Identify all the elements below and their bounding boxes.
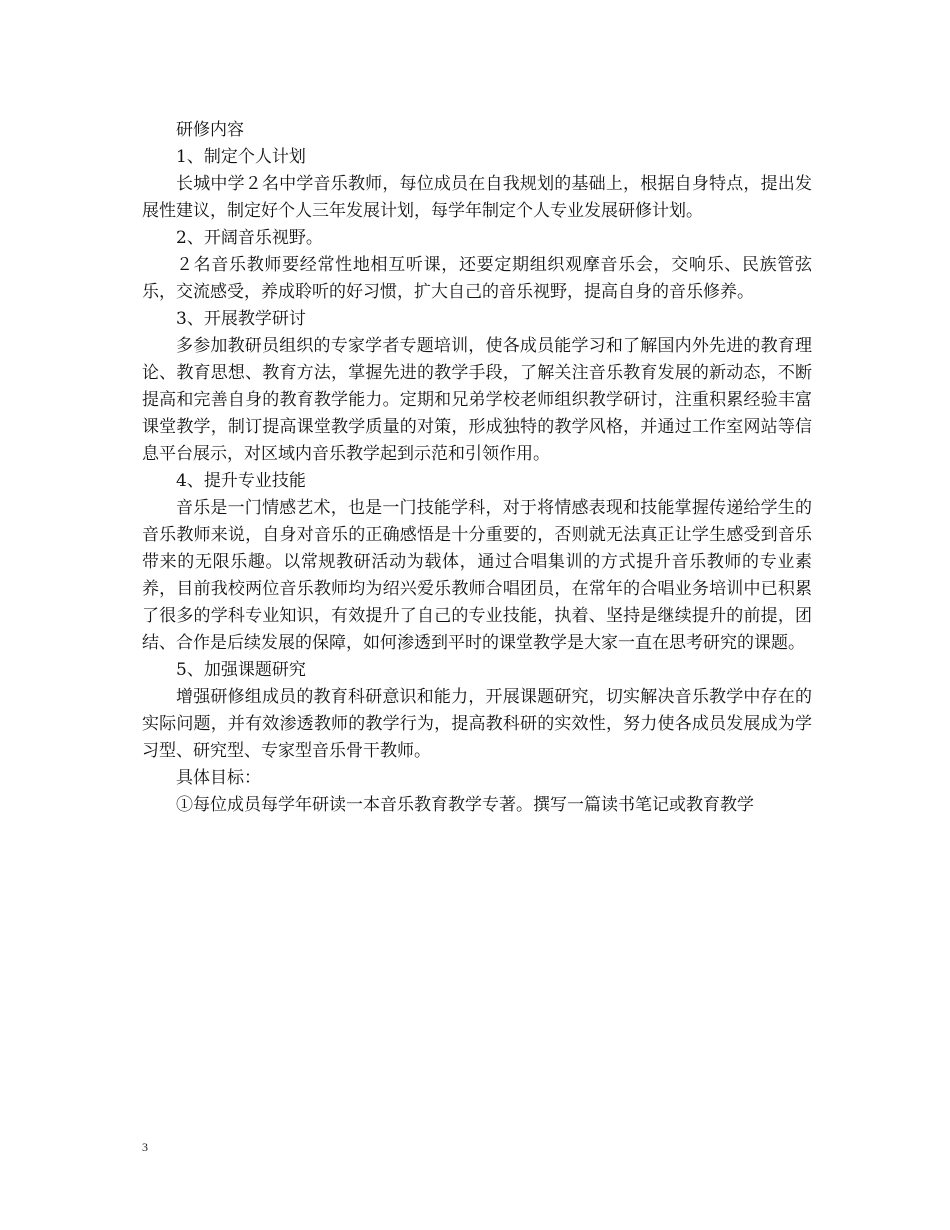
document-body [142, 117, 812, 819]
heading-2: 2、开阔音乐视野。 [176, 228, 323, 248]
heading-1: 1、制定个人计划 [176, 147, 306, 167]
heading-3: 3、开展教学研讨 [176, 309, 306, 329]
page-number: 3 [142, 1140, 148, 1154]
heading-5: 5、加强课题研究 [176, 660, 306, 680]
section-title: 研修内容 [176, 120, 244, 140]
specific-goals-label: 具体目标： [176, 768, 261, 788]
paragraph-4: 音乐是一门情感艺术，也是一门技能学科，对于将情感表现和技能掌握传递给学生的音乐教师来说，自身对音乐的正确感悟是十分重要的，否则就无法真正让学生感受到音乐带来的无限乐趣。以常规教研活动为载体，通过合唱集训的方式提升音乐教师的专业素养，目前我校两位音乐教师均为绍兴爱乐教师合唱团员，在常年的合唱业务培训中已积累了很多的学科专业知识，有效提升了自己的专业技能，执着、坚持是继续提升的前提，团结、合作是后续发展的保障，如何渗透到平时的课堂教学是大家一直在思考研究的课题。 [142, 498, 812, 653]
paragraph-1: 长城中学２名中学音乐教师，每位成员在自我规划的基础上，根据自身特点，提出发展性建议，制定好个人三年发展计划，每学年制定个人专业发展研修计划。 [142, 174, 812, 221]
goal-item-1: ①每位成员每学年研读一本音乐教育教学专著。撰写一篇读书笔记或教育教学 [176, 795, 754, 815]
heading-4: 4、提升专业技能 [176, 471, 306, 491]
paragraph-2: ２名音乐教师要经常性地相互听课，还要定期组织观摩音乐会，交响乐、民族管弦乐，交流感受，养成聆听的好习惯，扩大自己的音乐视野，提高自身的音乐修养。 [142, 255, 812, 302]
paragraph-3: 多参加教研员组织的专家学者专题培训，使各成员能学习和了解国内外先进的教育理论、教育思想、教育方法，掌握先进的教学手段，了解关注音乐教育发展的新动态，不断提高和完善自身的教育教学能力。定期和兄弟学校老师组织教学研讨，注重积累经验丰富课堂教学，制订提高课堂教学质量的对策，形成独特的教学风格，并通过工作室网站等信息平台展示，对区域内音乐教学起到示范和引领作用。 [142, 336, 812, 464]
paragraph-5: 增强研修组成员的教育科研意识和能力，开展课题研究，切实解决音乐教学中存在的实际问题，并有效渗透教师的教学行为，提高教科研的实效性，努力使各成员发展成为学习型、研究型、专家型音乐骨干教师。 [142, 687, 812, 761]
